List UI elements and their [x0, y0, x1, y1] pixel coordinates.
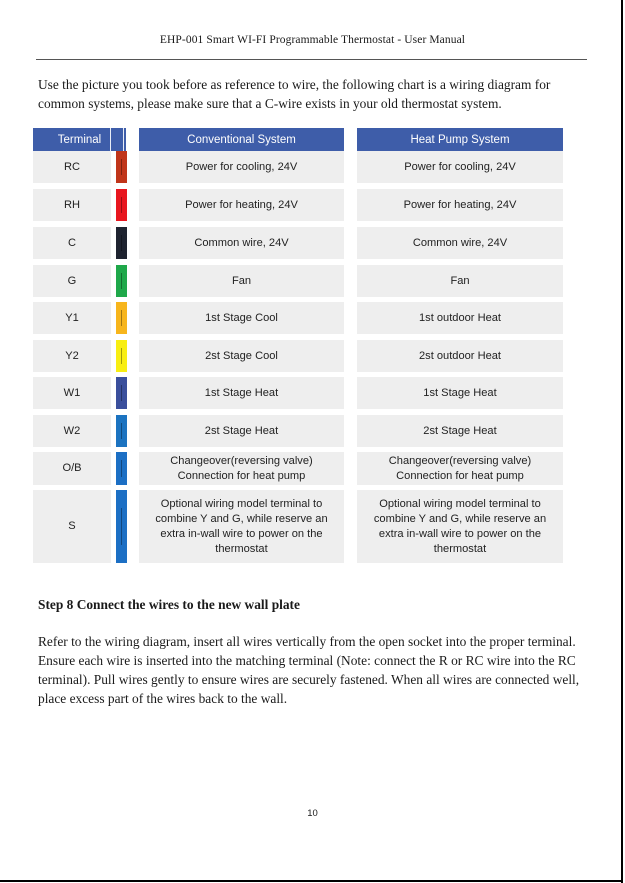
- wire-color-swatch: [116, 452, 127, 485]
- terminal-cell: O/B: [33, 452, 111, 485]
- heat-pump-cell: 2st outdoor Heat: [357, 340, 563, 372]
- page-right-border: [621, 0, 623, 883]
- conventional-cell: 2st Stage Heat: [139, 415, 344, 447]
- conventional-cell: Power for heating, 24V: [139, 189, 344, 221]
- conventional-cell: 1st Stage Heat: [139, 377, 344, 409]
- page-number: 10: [307, 808, 318, 819]
- page-bottom-border: [0, 880, 623, 882]
- terminal-cell: G: [33, 265, 111, 297]
- wire-color-swatch: [116, 151, 127, 183]
- header-conventional: Conventional System: [139, 128, 344, 151]
- conventional-cell: Power for cooling, 24V: [139, 151, 344, 183]
- terminal-cell: Y2: [33, 340, 111, 372]
- heat-pump-cell: Fan: [357, 265, 563, 297]
- heat-pump-cell: 2st Stage Heat: [357, 415, 563, 447]
- terminal-cell: Y1: [33, 302, 111, 334]
- heat-pump-cell: 1st Stage Heat: [357, 377, 563, 409]
- conventional-cell: 2st Stage Cool: [139, 340, 344, 372]
- wire-color-swatch: [116, 227, 127, 259]
- terminal-cell: W1: [33, 377, 111, 409]
- wire-color-swatch: [116, 265, 127, 297]
- wire-color-swatch: [116, 340, 127, 372]
- heat-pump-cell: 1st outdoor Heat: [357, 302, 563, 334]
- conventional-cell: Changeover(reversing valve) Connection for heat pump: [139, 452, 344, 485]
- step-paragraph: Refer to the wiring diagram, insert all wires vertically from the open socket into the proper terminal. Ensure each wire is inserted into the matching terminal (Note: connect the R or RC wire into the RC terminal). Pull wires gently to ensure wires are securely fastened. When all wires are connected well, place excess part of the wires back to the wall.: [38, 634, 580, 706]
- header-separator: [123, 128, 124, 151]
- heat-pump-cell: Power for heating, 24V: [357, 189, 563, 221]
- conventional-cell: 1st Stage Cool: [139, 302, 344, 334]
- heat-pump-cell: Common wire, 24V: [357, 227, 563, 259]
- heat-pump-cell: Changeover(reversing valve) Connection for heat pump: [357, 452, 563, 485]
- header-terminal: Terminal: [33, 128, 126, 151]
- intro-paragraph: Use the picture you took before as reference to wire, the following chart is a wiring diagram for common systems, please make sure that a C-wire exists in your old thermostat system.: [38, 77, 551, 111]
- wire-color-swatch: [116, 302, 127, 334]
- heat-pump-cell: Optional wiring model terminal to combine Y and G, while reserve an extra in-wall wire to power on the thermostat: [357, 490, 563, 563]
- terminal-cell: S: [33, 490, 111, 563]
- terminal-cell: RH: [33, 189, 111, 221]
- header-separator: [110, 128, 111, 151]
- header-heat-pump: Heat Pump System: [357, 128, 563, 151]
- conventional-cell: Common wire, 24V: [139, 227, 344, 259]
- terminal-cell: C: [33, 227, 111, 259]
- terminal-cell: W2: [33, 415, 111, 447]
- conventional-cell: Fan: [139, 265, 344, 297]
- page-header: EHP-001 Smart WI-FI Programmable Thermostat - User Manual: [159, 34, 466, 46]
- conventional-cell: Optional wiring model terminal to combine Y and G, while reserve an extra in-wall wire to power on the thermostat: [139, 490, 344, 563]
- wire-color-swatch: [116, 490, 127, 563]
- header-rule: [36, 59, 587, 60]
- step-heading: Step 8 Connect the wires to the new wall plate: [38, 597, 300, 612]
- wire-color-swatch: [116, 415, 127, 447]
- heat-pump-cell: Power for cooling, 24V: [357, 151, 563, 183]
- wire-color-swatch: [116, 189, 127, 221]
- wire-color-swatch: [116, 377, 127, 409]
- terminal-cell: RC: [33, 151, 111, 183]
